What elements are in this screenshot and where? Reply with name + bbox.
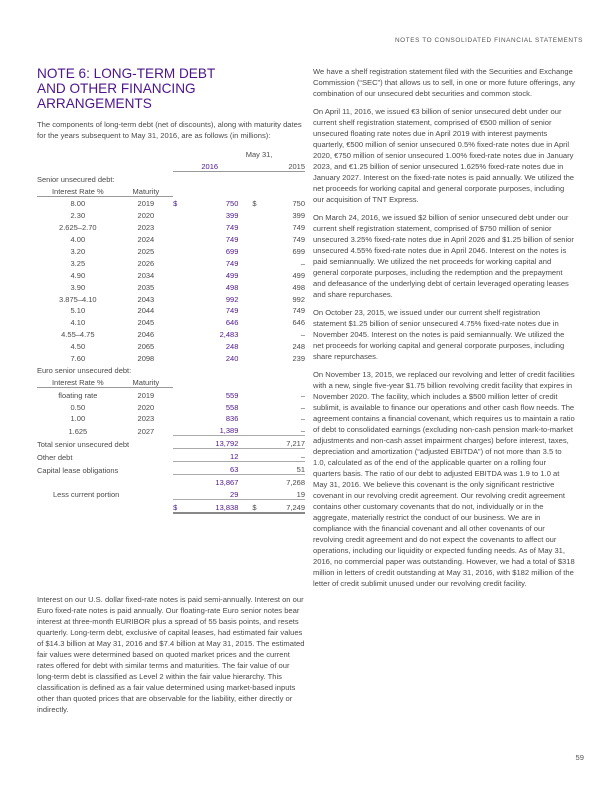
currency-2016-cell (173, 400, 183, 412)
currency-2016-cell (173, 256, 183, 268)
maturity-cell: 2045 (137, 318, 155, 328)
senior-debt-row (37, 327, 305, 339)
paragraph-november-2015: On November 13, 2015, we replaced our revolving and letter of credit facilities with a new, single five-year $1.75 billion revolving credit facility that expires in November 2020. The facility, which includes a $500 million letter of credit sublimit, is available to finance our operations and other cash flow needs. The agreement contains a financial covenant, which requires us to maintain a ratio of debt to consolidated earnings (excluding non-cash pension mark-to-market adjustments and non-cash asset impairment charges) before interest, taxes, depreciation and amortization (“adjusted EBITDA”) of not more than 3.5 to 1.0, calculated as of the end of the applicable quarter on a rolling four quarters basis. The ratio of our debt to adjusted EBITDA was 1.9 to 1.0 at May 31, 2016. We believe this covenant is the only significant restrictive covenant in our revolving credit agreement. Our revolving credit agreement contains other customary covenants that do not, individually or in the aggregate, materially restrict the conduct of our business. We are in compliance with the financial covenant and all other covenants of our revolving credit agreement and do not expect the covenants to affect our operations, including our liquidity or expected funding needs. As of May 31, 2016, no commercial paper was outstanding. However, we had a total of $318 million in letters of credit outstanding at May 31, 2016, with $182 million of the letter of credit sublimit unused under our revolving credit facility. (313, 370, 575, 588)
interest-rate-cell: 5.10 (70, 306, 86, 316)
page-number: 59 (575, 753, 584, 762)
maturity-cell (119, 499, 173, 512)
euro-debt-row (37, 423, 305, 435)
row-label: Less current portion (53, 490, 120, 500)
currency-2016-cell (173, 268, 183, 280)
currency-2015-cell (246, 423, 263, 435)
note-title-line-3: ARRANGEMENTS (37, 96, 152, 111)
row-label: Capital lease obligations (37, 465, 119, 475)
currency-2015-cell (246, 304, 263, 316)
currency-2016-cell: $ (173, 499, 183, 512)
right-column (313, 66, 575, 596)
currency-2016-cell (173, 412, 183, 424)
currency-2015-cell (246, 208, 263, 220)
interest-rate-cell: 0.50 (70, 402, 86, 412)
currency-2015-cell (246, 449, 263, 462)
senior-debt-row (37, 220, 305, 232)
value-2016-cell: 749 (225, 306, 239, 316)
euro-debt-row (37, 412, 305, 424)
value-2016-cell: 13,792 (184, 436, 247, 449)
currency-2015-cell (246, 315, 263, 327)
senior-debt-row (37, 351, 305, 363)
current-portion-row (37, 487, 305, 499)
value-2015-cell: – (300, 402, 305, 412)
interest-rate-cell: 7.60 (70, 354, 86, 364)
currency-2016-cell (173, 315, 183, 327)
maturity-cell: 2024 (137, 235, 155, 245)
maturity-cell: 2034 (137, 270, 155, 280)
subtotal-row (37, 475, 305, 487)
currency-2015-cell (246, 475, 263, 487)
maturity-cell: 2027 (137, 426, 155, 436)
value-2016-cell: 750 (225, 199, 239, 209)
senior-debt-row (37, 292, 305, 304)
long-term-debt-table (37, 147, 305, 514)
currency-2016-cell (173, 351, 183, 363)
currency-2015-cell (246, 244, 263, 256)
senior-debt-row (37, 208, 305, 220)
currency-2016-cell (173, 232, 183, 244)
interest-rate-cell: 4.00 (70, 235, 86, 245)
maturity-cell (119, 475, 173, 487)
value-2015-cell: 498 (292, 282, 305, 292)
maturity-cell: 2019 (137, 390, 155, 400)
currency-2015-cell (246, 339, 263, 351)
currency-2016-cell (173, 327, 183, 339)
currency-2015-cell (246, 436, 263, 449)
value-2015-cell: 750 (292, 199, 305, 209)
maturity-cell: 2046 (137, 330, 155, 340)
value-2016-cell: 12 (184, 449, 247, 462)
currency-2016-cell (173, 487, 183, 499)
currency-2015-cell (246, 256, 263, 268)
row-label: Total senior unsecured debt (37, 439, 130, 449)
currency-2016-cell (173, 436, 183, 449)
value-2015-cell: 646 (292, 318, 305, 328)
value-2016-cell: 29 (184, 487, 247, 499)
year-2015-header: 2015 (246, 159, 305, 171)
value-2015-cell: 239 (292, 354, 305, 364)
value-2016-cell: 836 (225, 414, 239, 424)
interest-paragraph: Interest on our U.S. dollar fixed-rate notes is paid semi-annually. Interest on our Euro fixed-rate notes is paid annually. Our floating-rate Euro senior notes bear interest at three-month EURIBOR plus a spread of 55 basis points, and resets quarterly. Long-term debt, exclusive of capital leases, had estimated fair values of $14.3 billion at May 31, 2016 and $7.4 billion at May 31, 2015. The estimated fair values were determined based on quoted market prices and the current rates offered for debt with similar terms and maturities. The fair value of our long-term debt is classified as Level 2 within the fair value hierarchy. This classification is defined as a fair value determined using market-based inputs other than quoted prices that are observable for the liability, either directly or indirectly. (37, 595, 305, 714)
senior-debt-row (37, 304, 305, 316)
currency-2015-cell (246, 462, 263, 475)
paragraph-april-2016: On April 11, 2016, we issued €3 billion of senior unsecured debt under our current shelf registration statement, comprised of €500 million of senior unsecured floating rate notes due in April 2019 with interest payments quarterly, €500 million of senior unsecured 0.5% fixed-rate notes due in April 2020, €750 million of senior unsecured 1.00% fixed-rate notes due in January 2023, and €1.25 billion of senior unsecured 1.625% fixed-rate notes due in January 2027. Interest on the fixed-rate notes is paid annually. We utilized the net proceeds for working capital and general corporate purposes, including our acquisition of TNT Express. (313, 107, 575, 204)
currency-2016-cell: $ (173, 199, 178, 209)
value-2016-cell: 646 (225, 318, 239, 328)
note-title (37, 66, 305, 111)
value-2016-cell: 499 (225, 270, 239, 280)
value-2015-cell: 699 (292, 247, 305, 257)
maturity-cell: 2023 (137, 414, 155, 424)
interest-rate-cell: 3.25 (70, 258, 86, 268)
value-2016-cell: 1,389 (184, 423, 247, 435)
value-2016-cell: 399 (225, 211, 239, 221)
currency-2016-cell (173, 208, 183, 220)
year-2016-header: 2016 (173, 159, 246, 171)
value-2015-cell: – (300, 414, 305, 424)
value-2015-cell: 749 (292, 223, 305, 233)
senior-debt-row (37, 339, 305, 351)
net-long-term-debt-row (37, 499, 305, 512)
note-title-line-2: AND OTHER FINANCING (37, 81, 196, 96)
value-2015-cell: 399 (292, 211, 305, 221)
value-2016-cell: 63 (184, 462, 247, 475)
maturity-cell: 2020 (137, 211, 155, 221)
value-2015-cell: 7,217 (263, 436, 305, 449)
currency-2015-cell (246, 268, 263, 280)
maturity-cell: 2023 (137, 223, 155, 233)
currency-2015-cell (246, 280, 263, 292)
currency-2016-cell (173, 423, 183, 435)
currency-2015-cell (246, 387, 263, 399)
value-2015-cell: 51 (263, 462, 305, 475)
value-2016-cell: 13,867 (215, 477, 239, 487)
maturity-cell: 2025 (137, 247, 155, 257)
senior-debt-row (37, 232, 305, 244)
interest-rate-cell (37, 475, 119, 487)
value-2015-cell: 992 (292, 294, 305, 304)
currency-2015-cell (246, 232, 263, 244)
interest-rate-cell: 4.50 (70, 342, 86, 352)
currency-2015-cell: $ (246, 499, 263, 512)
currency-2015-cell (246, 351, 263, 363)
maturity-cell: 2098 (137, 354, 155, 364)
left-bottom-paragraph-block (37, 594, 305, 715)
currency-2015-cell: $ (252, 199, 257, 209)
note-title-line-1: NOTE 6: LONG-TERM DEBT (37, 66, 216, 81)
interest-rate-cell: floating rate (58, 390, 98, 400)
interest-rate-cell: 3.90 (70, 282, 86, 292)
interest-rate-cell: 4.55–4.75 (61, 330, 95, 340)
value-2015-cell: 7,268 (286, 477, 305, 487)
currency-2015-cell (246, 220, 263, 232)
value-2016-cell: 749 (225, 258, 239, 268)
currency-2015-cell (246, 327, 263, 339)
interest-rate-cell: 8.00 (70, 199, 86, 209)
currency-2016-cell (173, 339, 183, 351)
interest-rate-cell: 1.00 (70, 414, 86, 424)
paragraph-shelf-registration: We have a shelf registration statement filed with the Securities and Exchange Commission (“SEC”) that allows us to sell, in one or more future offerings, any combination of our unsecured debt securities and common stock. (313, 67, 575, 98)
value-2015-cell: 499 (292, 270, 305, 280)
senior-debt-row (37, 244, 305, 256)
value-2015-cell: 749 (292, 306, 305, 316)
value-2015-cell: 19 (263, 487, 305, 499)
currency-2016-cell (173, 475, 183, 487)
currency-2015-cell (246, 400, 263, 412)
maturity-cell: 2020 (137, 402, 155, 412)
value-2016-cell: 699 (225, 247, 239, 257)
currency-2016-cell (173, 462, 183, 475)
interest-rate-cell: 4.10 (70, 318, 86, 328)
intro-paragraph: The components of long-term debt (net of discounts), along with maturity dates for the years subsequent to May 31, 2016, are as follows (in millions): (37, 120, 302, 140)
senior-debt-row (37, 315, 305, 327)
maturity-heading: Maturity (119, 375, 173, 387)
currency-2016-cell (173, 387, 183, 399)
value-2016-cell: 558 (225, 402, 239, 412)
maturity-cell: 2043 (137, 294, 155, 304)
interest-rate-cell: 4.90 (70, 270, 86, 280)
value-2016-cell: 559 (225, 390, 239, 400)
value-2015-cell: 749 (292, 235, 305, 245)
left-column (37, 66, 305, 514)
interest-rate-cell: 1.625 (68, 426, 88, 436)
may-31-header: May 31, (245, 149, 273, 159)
interest-rate-cell (37, 499, 119, 512)
senior-debt-row (37, 256, 305, 268)
currency-2016-cell (173, 220, 183, 232)
interest-rate-cell: 3.875–4.10 (59, 294, 97, 304)
value-2015-cell: 7,249 (263, 499, 305, 512)
value-2016-cell: 248 (225, 342, 239, 352)
euro-debt-row (37, 400, 305, 412)
paragraph-march-2016: On March 24, 2016, we issued $2 billion of senior unsecured debt under our current shelf registration statement, comprised of $750 million of senior unsecured 3.25% fixed-rate notes due in April 2026 and $1.25 billion of senior unsecured 4.55% fixed-rate notes due in April 2046. Interest on the notes is paid semiannually. We utilized the net proceeds for working capital and general corporate purposes, including the redemption and the prepayment and defeasance of the underlying debt of certain leveraged operating leases and share repurchases. (313, 213, 574, 299)
currency-2016-cell (173, 449, 183, 462)
interest-rate-cell: 3.20 (70, 247, 86, 257)
currency-2015-cell (246, 412, 263, 424)
maturity-cell: 2065 (137, 342, 155, 352)
running-header: NOTES TO CONSOLIDATED FINANCIAL STATEMENTS (394, 37, 583, 44)
currency-2016-cell (173, 244, 183, 256)
currency-2016-cell (173, 304, 183, 316)
value-2015-cell: – (263, 423, 305, 435)
interest-rate-cell: 2.625–2.70 (59, 223, 97, 233)
maturity-cell: 2044 (137, 306, 155, 316)
capital-lease-row (37, 462, 305, 475)
value-2016-cell: 749 (225, 235, 239, 245)
maturity-heading: Maturity (119, 184, 173, 196)
other-debt-row (37, 449, 305, 462)
value-2016-cell: 240 (225, 354, 239, 364)
currency-2016-cell (173, 292, 183, 304)
value-2015-cell: – (300, 390, 305, 400)
value-2015-cell: – (300, 258, 305, 268)
value-2016-cell: 498 (225, 282, 239, 292)
euro-unsecured-heading: Euro senior unsecured debt: (37, 365, 132, 375)
euro-debt-row (37, 387, 305, 399)
senior-debt-row (37, 268, 305, 280)
interest-rate-cell: 2.30 (70, 211, 86, 221)
value-2016-cell: 13,838 (184, 499, 247, 512)
senior-unsecured-heading: Senior unsecured debt: (37, 174, 115, 184)
senior-debt-row (37, 280, 305, 292)
maturity-cell: 2026 (137, 258, 155, 268)
maturity-cell: 2019 (137, 199, 155, 209)
interest-rate-heading: Interest Rate % (37, 375, 119, 387)
interest-rate-heading: Interest Rate % (37, 184, 119, 196)
value-2016-cell: 992 (225, 294, 239, 304)
value-2015-cell: – (263, 449, 305, 462)
total-senior-row (37, 436, 305, 449)
value-2015-cell: – (300, 330, 305, 340)
row-label: Other debt (37, 452, 73, 462)
senior-debt-row (37, 196, 305, 208)
currency-2015-cell (246, 487, 263, 499)
paragraph-october-2015: On October 23, 2015, we issued under our current shelf registration statement $1.25 billion of senior unsecured 4.75% fixed-rate notes due in November 2045. Interest on the notes is paid semiannually. We utilized the net proceeds for working capital and general corporate purposes, including share repurchases. (313, 308, 565, 361)
value-2016-cell: 2,483 (219, 330, 239, 340)
maturity-cell: 2035 (137, 282, 155, 292)
currency-2015-cell (246, 292, 263, 304)
currency-2016-cell (173, 280, 183, 292)
value-2016-cell: 749 (225, 223, 239, 233)
value-2015-cell: 248 (292, 342, 305, 352)
